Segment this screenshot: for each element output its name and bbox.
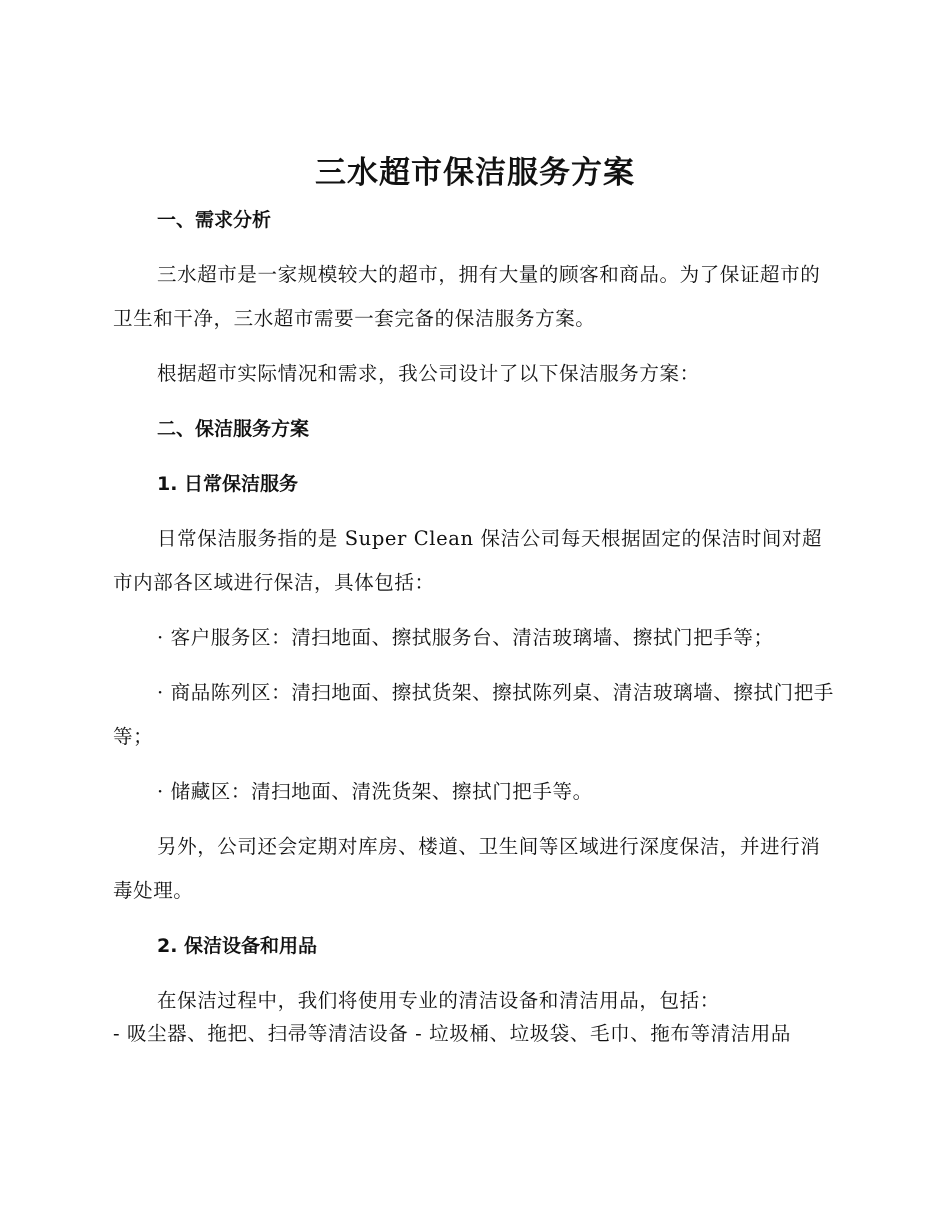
paragraph-deep-cleaning: 另外，公司还会定期对库房、楼道、卫生间等区域进行深度保洁，并进行消毒处理。 xyxy=(113,835,821,902)
list-item-display-area: · 商品陈列区：清扫地面、擦拭货架、擦拭陈列桌、清洁玻璃墙、擦拭门把手等； xyxy=(113,681,834,748)
paragraph-equipment-list: - 吸尘器、拖把、扫帚等清洁设备 - 垃圾桶、垃圾袋、毛巾、拖布等清洁用品 xyxy=(113,1022,791,1045)
paragraph-intro: 三水超市是一家规模较大的超市，拥有大量的顾客和商品。为了保证超市的卫生和干净，三水超市需要一套完备的保洁服务方案。 xyxy=(113,263,821,330)
paragraph-equipment-intro: 在保洁过程中，我们将使用专业的清洁设备和清洁用品，包括： xyxy=(157,989,720,1012)
section-heading-needs-analysis: 一、需求分析 xyxy=(157,209,272,231)
document-body xyxy=(113,198,838,1067)
paragraph-daily-cleaning: 日常保洁服务指的是 Super Clean 保洁公司每天根据固定的保洁时间对超市内部各区域进行保洁，具体包括： xyxy=(113,527,823,594)
subsection-heading-equipment: 2. 保洁设备和用品 xyxy=(157,935,318,957)
list-item-customer-service-area: · 客户服务区：清扫地面、擦拭服务台、清洁玻璃墙、擦拭门把手等； xyxy=(157,626,774,649)
list-item-storage-area: · 储藏区：清扫地面、清洗货架、擦拭门把手等。 xyxy=(157,780,593,803)
section-heading-service-plan: 二、保洁服务方案 xyxy=(157,418,310,440)
document-title: 三水超市保洁服务方案 xyxy=(315,155,635,191)
subsection-heading-daily-cleaning: 1. 日常保洁服务 xyxy=(157,473,299,495)
paragraph-plan-intro: 根据超市实际情况和需求，我公司设计了以下保洁服务方案： xyxy=(157,362,700,385)
